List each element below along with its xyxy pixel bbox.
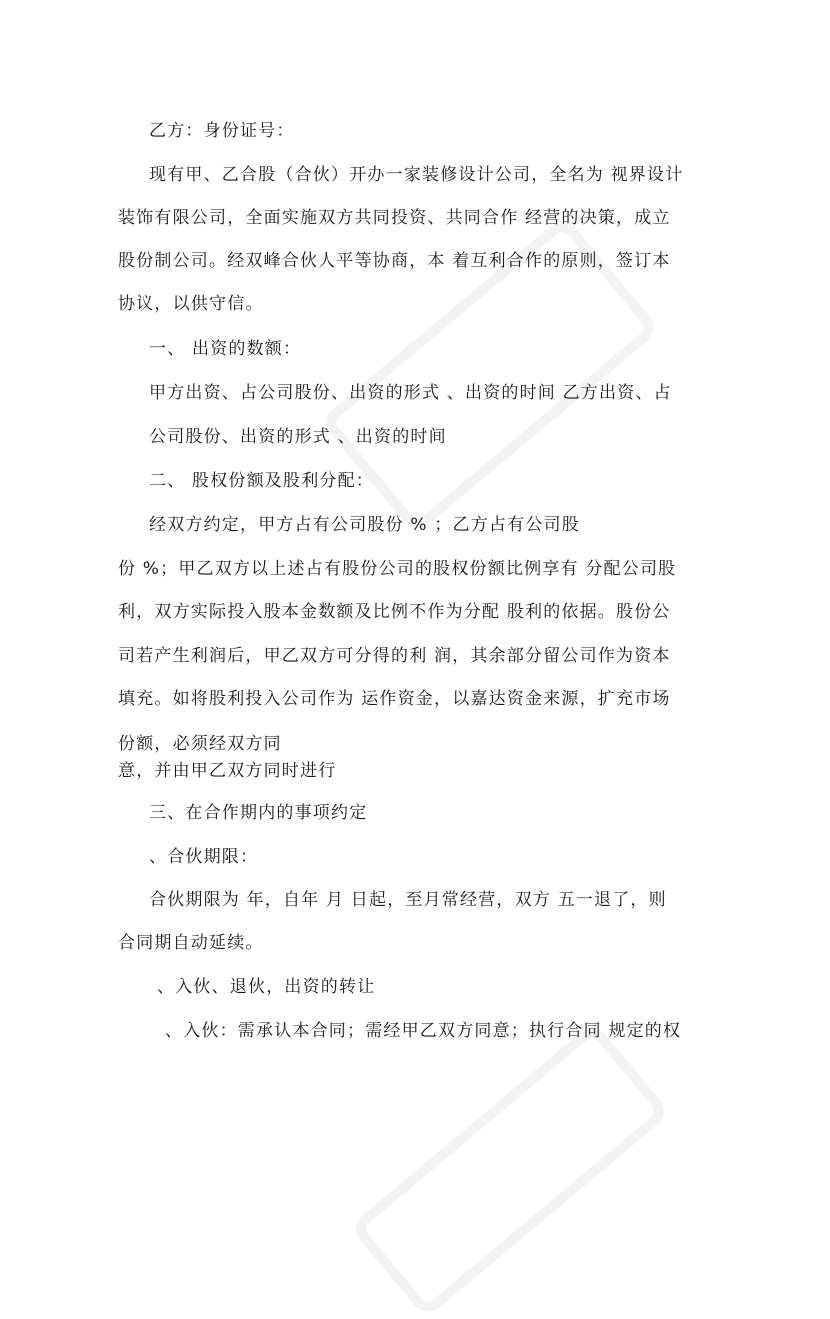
paragraph-line: 甲方出资、占公司股份、出资的形式 、出资的时间 乙方出资、占 (149, 383, 672, 403)
paragraph-line: 、入伙：需承认本合同；需经甲乙双方同意；执行合同 规定的权 (165, 1021, 682, 1041)
paragraph-line: 公司股份、出资的形式 、出资的时间 (149, 427, 447, 447)
section-heading-1: 一、 出资的数额： (149, 339, 302, 359)
party-b-id-line: 乙方：身份证号： (149, 121, 295, 141)
paragraph-line: 意，并由甲乙双方同时进行 (118, 761, 337, 781)
paragraph-line: 经双方约定，甲方占有公司股份 % ；乙方占有公司股 (149, 515, 580, 535)
paragraph-line: 现有甲、乙合股（合伙）开办一家装修设计公司，全名为 视界设计 (149, 165, 684, 185)
paragraph-line: 协议，以供守信。 (118, 294, 264, 314)
paragraph-line: 装饰有限公司，全面实施双方共同投资、共同合作 经营的决策，成立 (118, 208, 671, 228)
paragraph-line: 填充。如将股利投入公司作为 运作资金，以嘉达资金来源，扩充市场 (118, 689, 671, 709)
watermark-stamp-bottom (349, 1021, 671, 1319)
paragraph-line: 司若产生利润后，甲乙双方可分得的利 润，其余部分留公司作为资本 (118, 646, 671, 666)
paragraph-line: 份额，必须经双方同 (118, 734, 282, 754)
paragraph-line: 份 %；甲乙双方以上述占有股份公司的股权份额比例享有 分配公司股 (118, 559, 677, 579)
section-heading-3: 三、在合作期内的事项约定 (149, 803, 368, 823)
paragraph-line: 股份制公司。经双峰合伙人平等协商，本 着互利合作的原则，签订本 (118, 251, 671, 271)
paragraph-line: 合伙期限为 年，自年 月 日起，至月常经营，双方 五一退了，则 (149, 890, 667, 910)
section-heading-2: 二、 股权份额及股利分配： (149, 471, 375, 491)
subsection-heading: 、合伙期限： (149, 847, 259, 867)
subsection-heading: 、入伙、退伙，出资的转让 (157, 977, 376, 997)
paragraph-line: 合同期自动延续。 (118, 933, 264, 953)
paragraph-line: 利，双方实际投入股本金数额及比例不作为分配 股利的依据。股份公 (118, 602, 671, 622)
